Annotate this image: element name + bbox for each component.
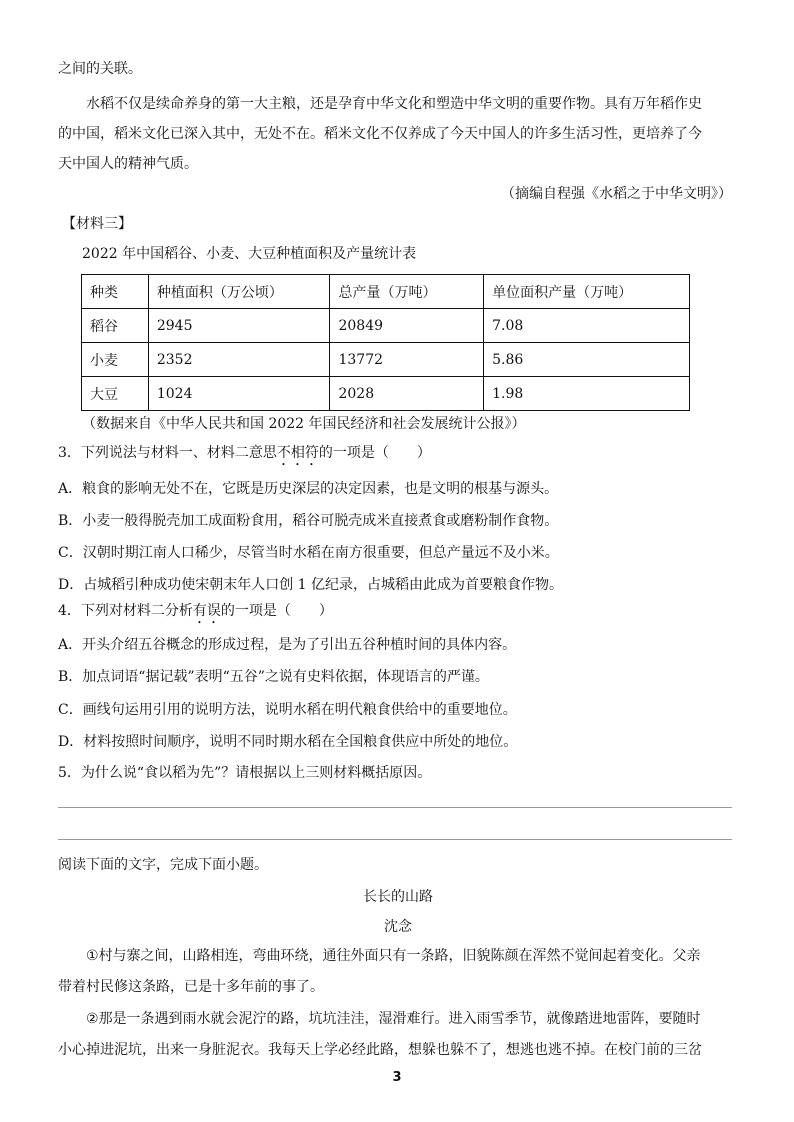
article-paragraph-2: ②那是一条遇到雨水就会泥泞的路，坑坑洼洼，湿滑难行。进入雨雪季节，就像踏进地雷阵，要随时 [86, 1011, 701, 1027]
table-cell: 大豆 [82, 377, 149, 411]
table-cell: 稻谷 [82, 309, 149, 343]
answer-line [58, 839, 732, 840]
question-3-option-a: A．粮食的影响无处不在，它既是历史深层的决定因素，也是文明的根基与源头。 [58, 481, 559, 497]
article-author: 沈念 [384, 919, 412, 935]
emphasis-text: 不相符 [276, 445, 319, 461]
table-title: 2022 年中国稻谷、小麦、大豆种植面积及产量统计表 [82, 246, 417, 262]
reading-instruction: 阅读下面的文字，完成下面小题。 [58, 857, 268, 873]
question-4-stem: 4．下列对材料二分析有误的一项是（ ） [58, 603, 333, 619]
article-paragraph-line: 小心掉进泥坑，出来一身脏泥衣。我每天上学必经此路，想躲也躲不了，想逃也逃不掉。在校门前的三岔 [58, 1042, 702, 1058]
question-3-option-c: C．汉朝时期江南人口稀少，尽管当时水稻在南方很重要，但总产量远不及小米。 [58, 545, 559, 561]
intro-source: （摘编自程强《水稻之于中华文明》） [501, 186, 732, 202]
question-4-option-a: A．开头介绍五谷概念的形成过程，是为了引出五谷种植时间的具体内容。 [58, 637, 517, 653]
paragraph-number: ① [86, 948, 99, 964]
intro-paragraph-line: 的中国，稻米文化已深入其中，无处不在。稻米文化不仅养成了今天中国人的许多生活习性，更培养了今 [58, 126, 702, 142]
table-cell: 20849 [330, 309, 484, 343]
emphasis-text: 有误 [192, 603, 221, 619]
table-header-cell: 种类 [82, 275, 149, 309]
answer-line [58, 807, 732, 808]
table-cell: 7.08 [484, 309, 690, 343]
table-cell: 2028 [330, 377, 484, 411]
table-header-cell: 种植面积（万公顷） [148, 275, 330, 309]
intro-paragraph-end: 之间的关联。 [58, 61, 142, 77]
material3-heading: 【材料三】 [62, 216, 132, 232]
table-cell: 13772 [330, 343, 484, 377]
question-4-option-b: B．加点词语“据记载”表明“五谷”之说有史料依据，体现语言的严谨。 [58, 669, 489, 685]
crop-statistics-table [81, 274, 690, 411]
table-cell: 5.86 [484, 343, 690, 377]
table-cell: 1024 [148, 377, 330, 411]
table-row [82, 377, 690, 411]
table-row [82, 309, 690, 343]
table-header-cell: 单位面积产量（万吨） [484, 275, 690, 309]
question-3-option-b: B．小麦一般得脱壳加工成面粉食用，稻谷可脱壳成米直接煮食或磨粉制作食物。 [58, 513, 559, 529]
table-cell: 2352 [148, 343, 330, 377]
question-4-option-d: D．材料按照时间顺序，说明不同时期水稻在全国粮食供应中所处的地位。 [58, 734, 518, 750]
table-cell: 小麦 [82, 343, 149, 377]
page-number: 3 [392, 1070, 402, 1085]
question-3-option-d: D．占城稻引种成功使宋朝末年人口创 1 亿纪录，占城稻由此成为首要粮食作物。 [58, 577, 564, 593]
intro-paragraph-line: 天中国人的精神气质。 [58, 156, 198, 172]
table-header-row [82, 275, 690, 309]
article-title: 长长的山路 [363, 889, 433, 905]
intro-paragraph-line: 水稻不仅是续命养身的第一大主粮，还是孕育中华文化和塑造中华文明的重要作物。具有万年稻作史 [86, 96, 702, 112]
table-header-cell: 总产量（万吨） [330, 275, 484, 309]
paragraph-number: ② [86, 1011, 99, 1027]
question-4-option-c: C．画线句运用引用的说明方法，说明水稻在明代粮食供给中的重要地位。 [58, 702, 517, 718]
table-row [82, 343, 690, 377]
question-3-stem: 3．下列说法与材料一、材料二意思不相符的一项是（ ） [58, 445, 431, 461]
article-paragraph-line: 带着村民修这条路，已是十多年前的事了。 [58, 979, 324, 995]
table-source: （数据来自《中华人民共和国 2022 年国民经济和社会发展统计公报》） [82, 416, 526, 432]
table-cell: 2945 [148, 309, 330, 343]
question-5-stem: 5．为什么说“食以稻为先”？请根据以上三则材料概括原因。 [58, 765, 432, 781]
article-paragraph-1: ①村与寨之间，山路相连，弯曲环绕，通往外面只有一条路，旧貌陈颜在浑然不觉间起着变化。父亲 [86, 948, 701, 964]
table-cell: 1.98 [484, 377, 690, 411]
